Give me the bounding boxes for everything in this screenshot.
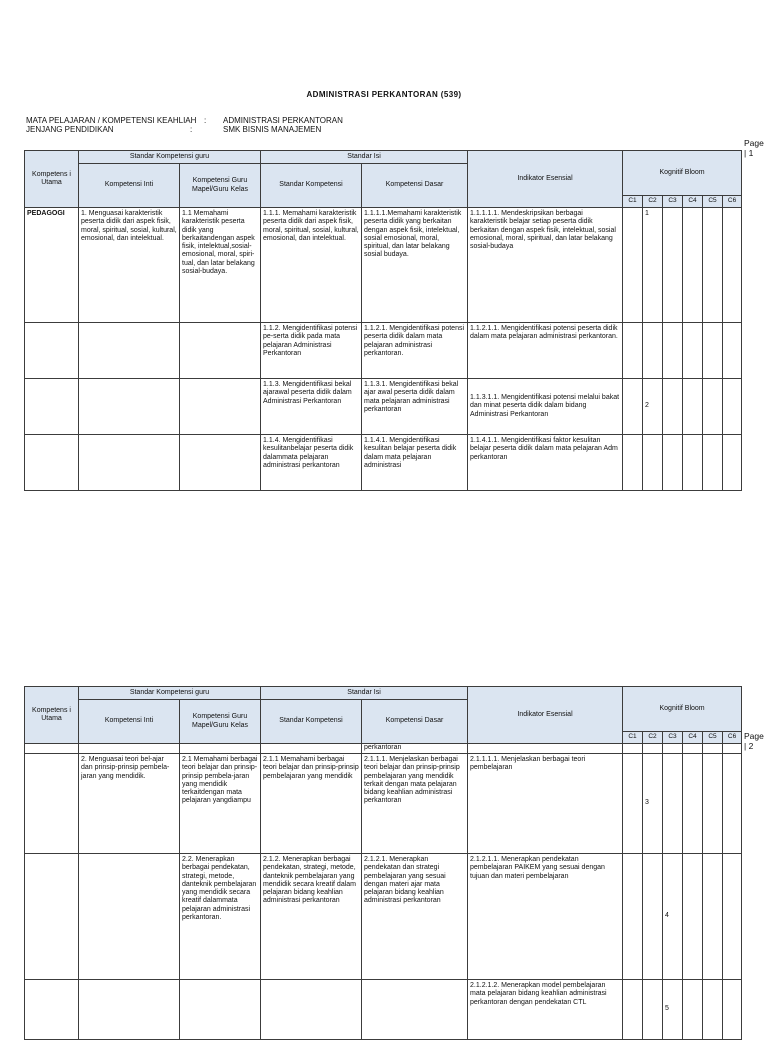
page-number xyxy=(744,138,764,158)
header-kompetensi-guru: Kompetensi Guru Mapel/Guru Kelas xyxy=(180,700,261,744)
cell-standar-kompetensi: 2.1.2. Menerapkan berbagai pendekatan, strategi, metode, danteknik pembelajaran yang mendidik secara kreatif dalam pelajaran bidang keahlian administrasi perkantoran xyxy=(261,854,362,980)
cell-level-c2: 3 xyxy=(643,754,663,854)
meta-value: ADMINISTRASI PERKANTORAN xyxy=(223,116,343,125)
cell-kompetensi-guru: 2.2. Menerapkan berbagai pendekatan, strategi, metode, danteknik pembelajaran yang mendidik secara kreatif dalammata pelajaran administrasi perkantoran. xyxy=(180,854,261,980)
meta-key: MATA PELAJARAN / KOMPETENSI KEAHLIAH xyxy=(26,116,197,125)
cell-standar-kompetensi: 1.1.3. Mengidentifikasi bekal ajarawal peserta didik dalam Administrasi Perkantoran xyxy=(261,379,362,435)
cell-level-c2 xyxy=(643,744,663,754)
page-label: Page xyxy=(744,731,764,741)
cell-level-c1 xyxy=(623,980,643,1040)
cell-kompetensi-dasar: 1.1.3.1. Mengidentifikasi bekal ajar awal peserta didik dalam mata pelajaran administrasi perkantoran xyxy=(362,379,468,435)
cell-level-c4 xyxy=(683,435,703,491)
cell-level-c6 xyxy=(723,379,742,435)
cell-indikator: 1.1.1.1.1. Mendeskripsikan berbagai karakteristik belajar setiap peserta didik berkaitan dengan aspek fisik, intelektual, sosial emosional, moral, spiritual, dan latar belakang sosial-budaya xyxy=(468,208,623,323)
header-kompetensi-dasar: Kompetensi Dasar xyxy=(362,700,468,744)
header-kompetensi-inti: Kompetensi Inti xyxy=(79,700,180,744)
header-standar-kompetensi-guru: Standar Kompetensi guru xyxy=(79,151,261,164)
cell-kompetensi-dasar: 1.1.2.1. Mengidentifikasi potensi peserta didik dalam mata pelajaran administrasi perkantoran. xyxy=(362,323,468,379)
cell-level-c1 xyxy=(623,754,643,854)
cell-level-c3 xyxy=(663,379,683,435)
cell-kompetensi-guru xyxy=(180,379,261,435)
cell-level-c5 xyxy=(703,980,723,1040)
meta-key: JENJANG PENDIDIKAN xyxy=(26,125,114,134)
meta-colon: : xyxy=(190,125,193,134)
page-label: Page xyxy=(744,138,764,148)
cell-kompetensi-utama xyxy=(25,323,79,379)
table-row xyxy=(25,208,742,323)
cell-level-c2: 1 xyxy=(643,208,663,323)
cell-level-c5 xyxy=(703,854,723,980)
cell-kompetensi-inti: 1. Menguasai karakteristik peserta didik dari aspek fisik, moral, spiritual, sosial, kultural, emosional, dan intelektual. xyxy=(79,208,180,323)
cell-level-c6 xyxy=(723,208,742,323)
cell-kompetensi-inti xyxy=(79,379,180,435)
header-kompetensi-inti: Kompetensi Inti xyxy=(79,164,180,208)
cell-level-c4 xyxy=(683,854,703,980)
cell-kompetensi-utama xyxy=(25,379,79,435)
cell-level-c4 xyxy=(683,379,703,435)
cell-indikator: 1.1.4.1.1. Mengidentifikasi faktor kesulitan belajar peserta didik dalam mata pelajaran Adm perkantoran xyxy=(468,435,623,491)
header-level-c2: C2 xyxy=(643,732,663,744)
header-standar-isi: Standar Isi xyxy=(261,687,468,700)
cell-indikator: 2.1.2.1.1. Menerapkan pendekatan pembelajaran PAIKEM yang sesuai dengan tujuan dan materi pembelajaran xyxy=(468,854,623,980)
cell-kompetensi-utama: PEDAGOGI xyxy=(25,208,79,323)
header-level-c1: C1 xyxy=(623,732,643,744)
cell-level-c4 xyxy=(683,744,703,754)
header-row-1 xyxy=(25,151,742,164)
header-kognitif-bloom: Kognitif Bloom xyxy=(623,687,742,732)
cell-kompetensi-dasar: perkantoran xyxy=(362,744,468,754)
cell-level-c1 xyxy=(623,744,643,754)
page-number xyxy=(744,731,764,751)
header-standar-kompetensi-guru: Standar Kompetensi guru xyxy=(79,687,261,700)
header-standar-kompetensi: Standar Kompetensi xyxy=(261,164,362,208)
cell-level-c4 xyxy=(683,754,703,854)
cell-level-c3 xyxy=(663,744,683,754)
header-level-c5: C5 xyxy=(703,196,723,208)
table-row xyxy=(25,435,742,491)
cell-indikator xyxy=(468,744,623,754)
cell-level-c3: 4 xyxy=(663,854,683,980)
cell-standar-kompetensi: 1.1.2. Mengidentifikasi potensi pe-serta didik pada mata pelajaran Administrasi Perkantoran xyxy=(261,323,362,379)
header-level-c6: C6 xyxy=(723,732,742,744)
header-level-c6: C6 xyxy=(723,196,742,208)
cell-level-c3 xyxy=(663,754,683,854)
header-level-c3: C3 xyxy=(663,732,683,744)
cell-level-c6 xyxy=(723,744,742,754)
cell-standar-kompetensi: 1.1.4. Mengidentifikasi kesulitanbelajar peserta didik dalammata pelajaran administrasi perkantoran xyxy=(261,435,362,491)
cell-kompetensi-utama xyxy=(25,854,79,980)
header-level-c5: C5 xyxy=(703,732,723,744)
cell-level-c4 xyxy=(683,980,703,1040)
meta-block xyxy=(26,116,446,136)
cell-level-c5 xyxy=(703,754,723,854)
cell-level-c3 xyxy=(663,323,683,379)
header-kompetensi-utama: Kompetens i Utama xyxy=(25,687,79,744)
header-kompetensi-dasar: Kompetensi Dasar xyxy=(362,164,468,208)
cell-kompetensi-inti xyxy=(79,323,180,379)
header-standar-isi: Standar Isi xyxy=(261,151,468,164)
cell-level-c5 xyxy=(703,435,723,491)
meta-colon: : xyxy=(204,116,207,125)
competency-table-page-2 xyxy=(24,686,742,1040)
cell-level-c6 xyxy=(723,980,742,1040)
cell-kompetensi-dasar xyxy=(362,980,468,1040)
cell-level-c1 xyxy=(623,854,643,980)
page-num: | 2 xyxy=(744,741,754,751)
cell-kompetensi-inti xyxy=(79,854,180,980)
header-row-1 xyxy=(25,687,742,700)
cell-level-c2 xyxy=(643,435,663,491)
table-row xyxy=(25,323,742,379)
header-level-c1: C1 xyxy=(623,196,643,208)
header-level-c4: C4 xyxy=(683,732,703,744)
header-indikator: Indikator Esensial xyxy=(468,151,623,208)
cell-level-c1 xyxy=(623,379,643,435)
cell-level-c5 xyxy=(703,379,723,435)
cell-level-c5 xyxy=(703,323,723,379)
header-kompetensi-utama: Kompetens i Utama xyxy=(25,151,79,208)
cell-indikator: 2.1.2.1.2. Menerapkan model pembelajaran mata pelajaran bidang keahlian administrasi perkantoran dengan pendekatan CTL xyxy=(468,980,623,1040)
table-row xyxy=(25,980,742,1040)
header-kompetensi-guru: Kompetensi Guru Mapel/Guru Kelas xyxy=(180,164,261,208)
header-level-c3: C3 xyxy=(663,196,683,208)
table-row xyxy=(25,379,742,435)
cell-level-c3 xyxy=(663,435,683,491)
cell-standar-kompetensi xyxy=(261,744,362,754)
cell-kompetensi-guru: 2.1 Memahami berbagai teori belajar dan prinsip-prinsip pembela-jaran yang mendidik terkaitdengan mata pelajaran yangdiampu xyxy=(180,754,261,854)
cell-level-c2 xyxy=(643,323,663,379)
meta-value: SMK BISNIS MANAJEMEN xyxy=(223,125,322,134)
cell-standar-kompetensi: 1.1.1. Memahami karakteristik peserta didik dari aspek fisik, moral, spiritual, sosial, kultural, emosional, dan intelektual. xyxy=(261,208,362,323)
cell-level-c6 xyxy=(723,323,742,379)
table-row xyxy=(25,754,742,854)
cell-indikator: 2.1.1.1.1. Menjelaskan berbagai teori pembelajaran xyxy=(468,754,623,854)
cell-level-c6 xyxy=(723,435,742,491)
cell-indikator: 1.1.2.1.1. Mengidentifikasi potensi peserta didik dalam mata pelajaran administrasi perkantoran. xyxy=(468,323,623,379)
cell-level-c2: 2 xyxy=(643,379,663,435)
cell-level-c4 xyxy=(683,208,703,323)
cell-level-c6 xyxy=(723,854,742,980)
cell-level-c2 xyxy=(643,980,663,1040)
cell-kompetensi-guru xyxy=(180,323,261,379)
cell-standar-kompetensi xyxy=(261,980,362,1040)
cell-level-c6 xyxy=(723,754,742,854)
cell-kompetensi-inti xyxy=(79,435,180,491)
cell-kompetensi-utama xyxy=(25,744,79,754)
cell-kompetensi-inti xyxy=(79,980,180,1040)
table-row xyxy=(25,744,742,754)
header-level-c4: C4 xyxy=(683,196,703,208)
cell-kompetensi-inti: 2. Menguasai teori bel-ajar dan prinsip-prinsip pembela-jaran yang mendidik. xyxy=(79,754,180,854)
cell-kompetensi-dasar: 2.1.1.1. Menjelaskan berbagai teori belajar dan prinsip-prinsip pembelajaran yang mendidik terkait dengan mata pelajaran bidang keahlian administrasi perkantoran xyxy=(362,754,468,854)
cell-level-c2 xyxy=(643,854,663,980)
cell-level-c1 xyxy=(623,208,643,323)
cell-kompetensi-dasar: 1.1.4.1. Mengidentifikasi kesulitan belajar peserta didik dalam mata pelajaran administrasi xyxy=(362,435,468,491)
document-title: ADMINISTRASI PERKANTORAN (539) xyxy=(306,90,462,99)
cell-kompetensi-utama xyxy=(25,754,79,854)
cell-level-c5 xyxy=(703,744,723,754)
cell-standar-kompetensi: 2.1.1 Memahami berbagai teori belajar dan prinsip-prinsip pembelajaran yang mendidik xyxy=(261,754,362,854)
cell-kompetensi-guru xyxy=(180,744,261,754)
header-kognitif-bloom: Kognitif Bloom xyxy=(623,151,742,196)
page-num: | 1 xyxy=(744,148,754,158)
header-level-c2: C2 xyxy=(643,196,663,208)
competency-table-page-1 xyxy=(24,150,742,491)
cell-kompetensi-guru xyxy=(180,435,261,491)
cell-kompetensi-dasar: 2.1.2.1. Menerapkan pendekatan dan strategi pembelajaran yang sesuai dengan materi ajar mata pelajaran bidang keahlian administrasi perkantoran xyxy=(362,854,468,980)
cell-kompetensi-utama xyxy=(25,980,79,1040)
header-standar-kompetensi: Standar Kompetensi xyxy=(261,700,362,744)
cell-level-c3: 5 xyxy=(663,980,683,1040)
cell-level-c5 xyxy=(703,208,723,323)
cell-indikator: 1.1.3.1.1. Mengidentifikasi potensi melalui bakat dan minat peserta didik dalam bidang Administrasi Perkantoran xyxy=(468,379,623,435)
cell-kompetensi-guru xyxy=(180,980,261,1040)
table-row xyxy=(25,854,742,980)
cell-kompetensi-guru: 1.1 Memahami karakteristik peserta didik yang berkaitandengan aspek fisik, intelektual,sosial-emosional, moral, spiri-tual, dan latar belakang sosial-budaya. xyxy=(180,208,261,323)
cell-level-c4 xyxy=(683,323,703,379)
cell-level-c3 xyxy=(663,208,683,323)
cell-kompetensi-utama xyxy=(25,435,79,491)
cell-level-c1 xyxy=(623,435,643,491)
header-indikator: Indikator Esensial xyxy=(468,687,623,744)
cell-kompetensi-dasar: 1.1.1.1.Memahami karakteristik peserta didik yang berkaitan dengan aspek fisik, intelektual, sosial emosional, moral, spiritual, dan latar belakang sosial budaya. xyxy=(362,208,468,323)
cell-kompetensi-inti xyxy=(79,744,180,754)
cell-level-c1 xyxy=(623,323,643,379)
